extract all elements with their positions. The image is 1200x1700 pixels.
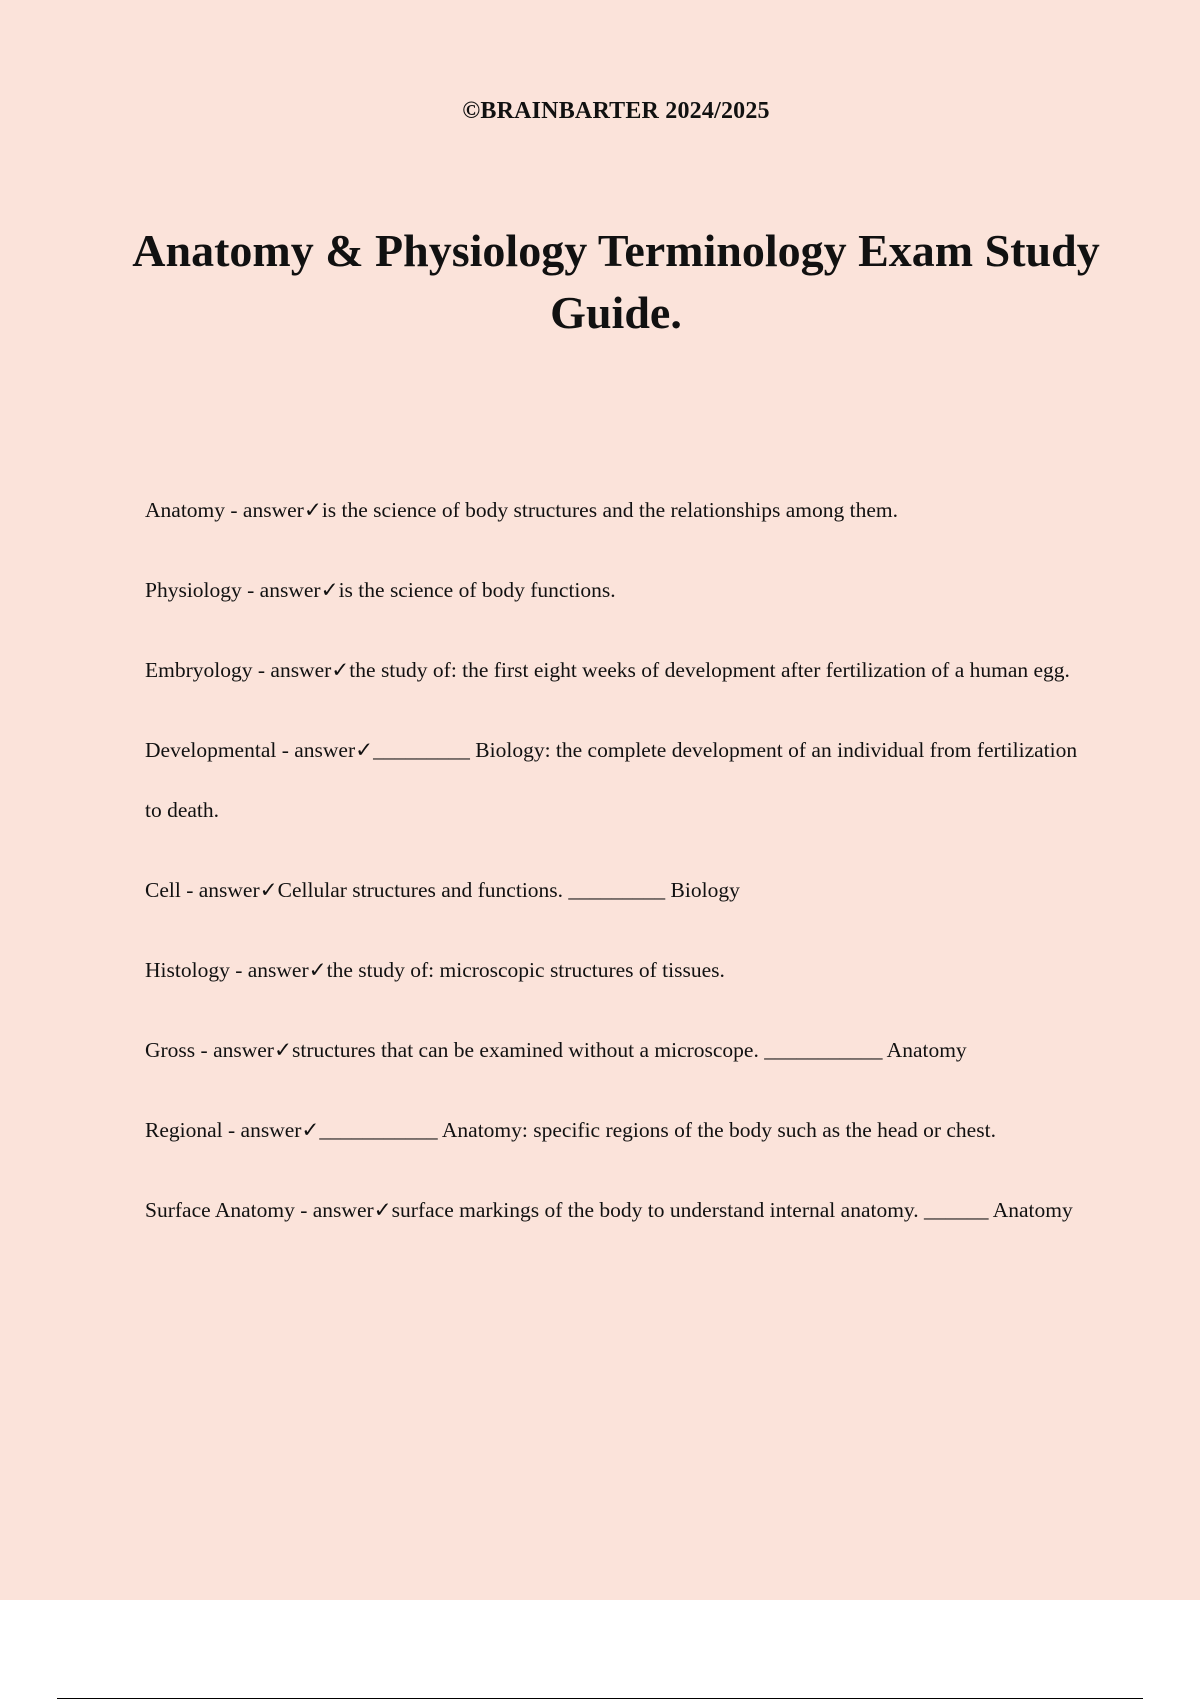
- term-entry-histology: Histology - answer✓the study of: microscopic structures of tissues.: [145, 958, 725, 982]
- term-entry-developmental: Developmental - answer✓_________ Biology: the complete development of an individual from fertilization to death.: [145, 738, 1078, 822]
- document-title: Anatomy & Physiology Terminology Exam Study Guide.: [132, 225, 1100, 338]
- footer-divider: [57, 1698, 1143, 1699]
- term-list: [145, 480, 1080, 1260]
- term-entry-physiology: Physiology - answer✓is the science of body functions.: [145, 578, 616, 602]
- term-entry-gross: Gross - answer✓structures that can be examined without a microscope. ___________ Anatomy: [145, 1038, 967, 1062]
- term-entry-regional: Regional - answer✓___________ Anatomy: specific regions of the body such as the head or chest.: [145, 1118, 996, 1142]
- term-entry-cell: Cell - answer✓Cellular structures and functions. _________ Biology: [145, 878, 740, 902]
- term-entry-surface-anatomy: Surface Anatomy - answer✓surface markings of the body to understand internal anatomy. ______ Anatomy: [145, 1198, 1073, 1222]
- term-entry-embryology: Embryology - answer✓the study of: the first eight weeks of development after fertilization of a human egg.: [145, 658, 1070, 682]
- term-entry-anatomy: Anatomy - answer✓is the science of body structures and the relationships among them.: [145, 498, 899, 522]
- copyright-header: ©BRAINBARTER 2024/2025: [462, 98, 770, 124]
